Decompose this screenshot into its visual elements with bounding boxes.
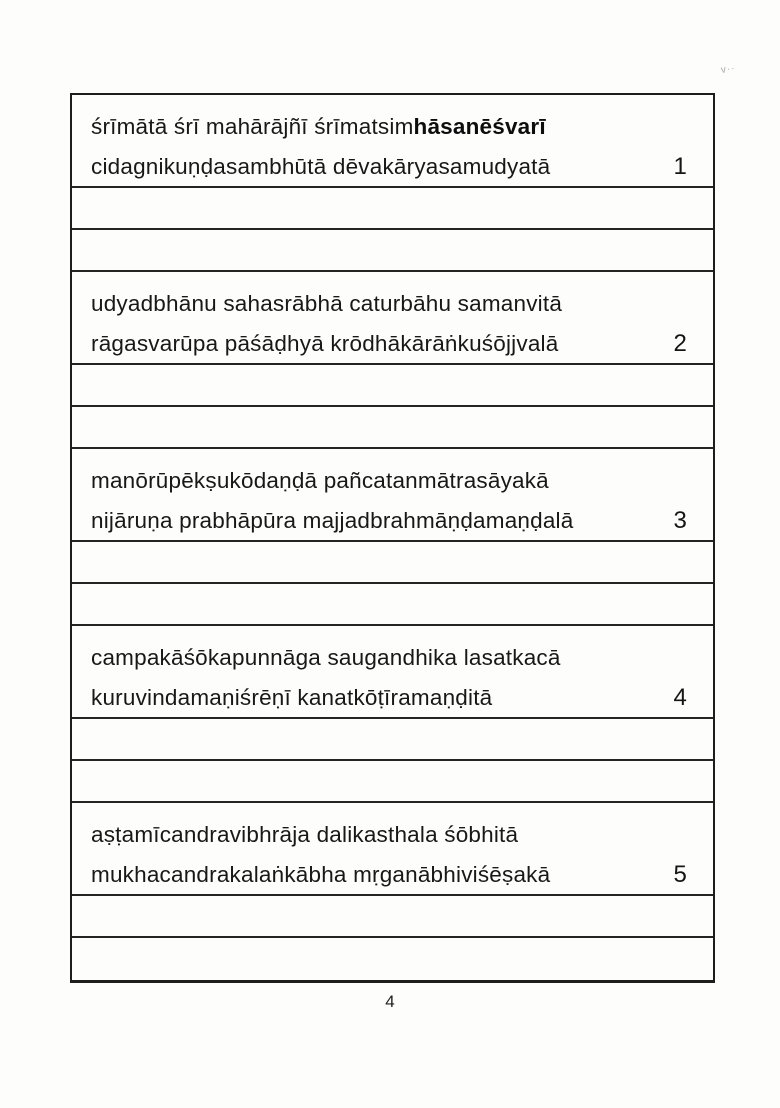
verse-5-line-2-text: mukhacandrakalaṅkābha mṛganābhiviśēṣakā: [91, 862, 551, 887]
verse-1-number: 1: [673, 153, 687, 180]
verse-row-3: [72, 449, 713, 542]
verse-4-line-2: [91, 678, 695, 718]
verse-1-line-1-bold: hāsanēśvarī: [413, 114, 546, 139]
verse-4-line-1: campakāśōkapunnāga saugandhika lasatkacā: [91, 645, 561, 670]
page-number: 4: [385, 992, 395, 1011]
verse-1-line-1: [91, 107, 695, 147]
verse-1-line-2-text: cidagnikuṇḍasambhūtā dēvakāryasamudyatā: [91, 154, 551, 179]
verse-table: [70, 93, 715, 983]
verse-4-line-2-text: kuruvindamaṇiśrēṇī kanatkōṭīramaṇḍitā: [91, 685, 493, 710]
verse-row-2: [72, 272, 713, 365]
verse-3-line-1: manōrūpēkṣukōdaṇḍā pañcatanmātrasāyakā: [91, 468, 549, 493]
verse-2-number: 2: [673, 330, 687, 357]
empty-row: [72, 230, 713, 272]
verse-3-number: 3: [673, 507, 687, 534]
verse-3-line-2: [91, 501, 695, 541]
verse-3-line-2-text: nijāruṇa prabhāpūra majjadbrahmāṇḍamaṇḍalā: [91, 508, 574, 533]
verse-row-5: [72, 803, 713, 896]
verse-1-line-2: [91, 147, 695, 187]
verse-2-line-1: udyadbhānu sahasrābhā caturbāhu samanvitā: [91, 291, 563, 316]
verse-row-4: [72, 626, 713, 719]
verse-5-line-1: aṣṭamīcandravibhrāja dalikasthala śōbhitā: [91, 822, 519, 847]
empty-row: [72, 365, 713, 407]
verse-4-number: 4: [673, 684, 687, 711]
empty-row: [72, 938, 713, 980]
verse-5-number: 5: [673, 861, 687, 888]
verse-2-line-2-text: rāgasvarūpa pāśāḍhyā krōdhākārāṅkuśōjjvalā: [91, 331, 559, 356]
verse-1-line-1-normal: śrīmātā śrī mahārājñī śrīmatsim: [91, 114, 414, 139]
empty-row: [72, 719, 713, 761]
empty-row: [72, 896, 713, 938]
empty-row: [72, 542, 713, 584]
empty-row: [72, 188, 713, 230]
verse-2-line-2: [91, 324, 695, 364]
empty-row: [72, 584, 713, 626]
scan-artifact-mark: v··: [720, 63, 737, 76]
verse-row-1: [72, 95, 713, 188]
empty-row: [72, 761, 713, 803]
verse-5-line-2: [91, 855, 695, 895]
empty-row: [72, 407, 713, 449]
